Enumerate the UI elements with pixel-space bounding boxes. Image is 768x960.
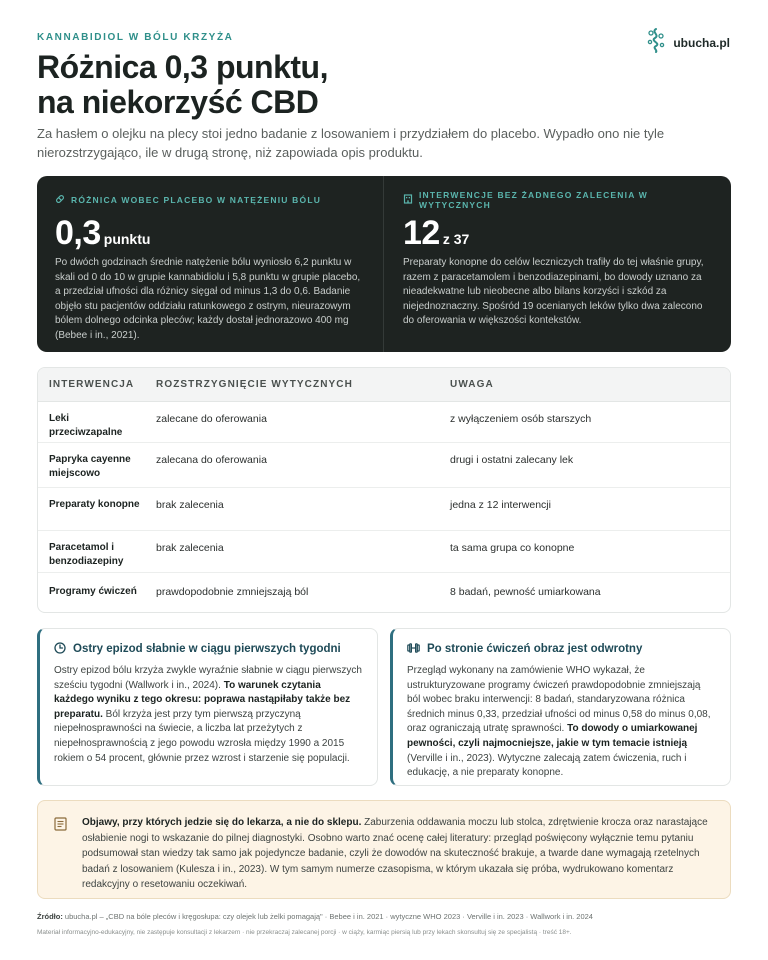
disclaimer: Materiał informacyjno-edukacyjny, nie zastępuje konsultacji z lekarzem · nie przekraczaj zalecanej porcji · w ciąży, karmiąc piersią lub przy lekach skonsultuj się ze specjalistą · treść 18+.: [37, 929, 572, 936]
table-cell-verdict: zalecane do oferowania: [145, 401, 439, 442]
table-row: [38, 442, 730, 487]
table-cell-note: 8 badań, pewność umiarkowana: [450, 585, 601, 598]
stat-description: Po dwóch godzinach średnie natężenie bólu wyniosło 6,2 punktu w skali od 0 do 10 w grupie kannabidiolu i 5,8 punktu w grupie placebo, a przedział ufności dla różnicy sięgał od minus 1,3 do 0,6. Badanie objęło stu pacjentów oddziału ratunkowego z ostrym, nieurazowym bólem dolnego odcinka pleców; każdy dostał jednorazowo 400 mg (Bebee i in., 2021).: [55, 257, 361, 341]
table-row: [38, 572, 730, 612]
column-header: INTERWENCJA: [38, 368, 145, 401]
ubucha-logo-icon: [645, 27, 667, 58]
document-icon: [54, 817, 67, 836]
stat-label: RÓŻNICA WOBEC PLACEBO W NATĘŻENIU BÓLU: [71, 195, 322, 205]
source-line: Źródło: ubucha.pl – „CBD na bóle pleców i kręgosłupa: czy olejek lub żelki pomagają" · Bebee i in. 2021 · wytyczne WHO 2023 · Verville i in. 2023 · Wallwork i in. 2024: [37, 912, 593, 921]
page-title: [37, 50, 637, 120]
stat-no-recommendation: [383, 176, 731, 352]
table-cell-intervention: Papryka cayenne miejscowo: [38, 442, 145, 487]
stat-description: Preparaty konopne do celów leczniczych trafiły do tej właśnie grupy, razem z paracetamolem i benzodiazepinami, bo dowody uznano za nieadekwatne lub nieobecne albo bilans korzyści i szkód za niejednoznaczny. Spośród 19 ocenianych leków tylko dwa zalecono do oferowania w większości kontekstów.: [403, 257, 704, 327]
card-body: Ostry epizod bólu krzyża zwykle wyraźnie słabnie w ciągu pierwszych sześciu tygodni (Wallwork i in., 2024). To warunek czytania każdego wyniku z tego okresu: poprawa nastąpiłaby także bez preparatu. Ból krzyża jest przy tym pierwszą przyczyną niepełnosprawności na świecie, a liczba lat przeżytych z niepełnosprawnością z jego powodu wzrosła między 1990 a 2015 rokiem o 54 procent, głównie przez wzrost i starzenie się populacji.: [54, 665, 362, 764]
building-icon: [403, 194, 413, 206]
clock-icon: [54, 642, 66, 657]
stat-unit: punktu: [103, 231, 151, 247]
note-text: Objawy, przy których jedzie się do lekarza, a nie do sklepu. Zaburzenia oddawania moczu lub stolca, zdrętwienie krocza oraz narastające osłabienie nogi to wskazanie do pilnej diagnostyki. Osobno warto znać ocenę całej literatury: przegląd poświęcony wyłącznie temu pytaniu podsumował stan wiedzy tak samo jak pojedyncze badanie, czyli że dowodów na skuteczność brakuje, a twarde dane wymagają rzetelnych badań z losowaniem (Kulesza i in., 2023). W tym samym numerze czasopisma, w którym ukazała się próba, wydrukowano komentarz redakcyjny o resetowaniu oczekiwań.: [82, 817, 708, 891]
stat-label: INTERWENCJE BEZ ŻADNEGO ZALECENIA W WYTYCZNYCH: [419, 190, 649, 210]
table-cell-note: jedna z 12 interwencji: [439, 487, 730, 530]
card-emphasis: To dowody o umiarkowanej pewności, czyli najmocniejsze, jakie w tym temacie istnieją: [407, 723, 698, 749]
guidelines-table: [37, 367, 731, 613]
stats-panel: [37, 176, 731, 352]
table-cell-intervention: Programy ćwiczeń: [49, 585, 137, 597]
eyebrow-label: KANNABIDIOL W BÓLU KRZYŻA: [37, 32, 234, 43]
table-row: [38, 401, 730, 442]
table-cell-verdict: brak zalecenia: [145, 530, 439, 572]
column-header: ROZSTRZYGNIĘCIE WYTYCZNYCH: [145, 368, 439, 401]
table-cell-note: drugi i ostatni zalecany lek: [439, 442, 730, 487]
column-header: UWAGA: [439, 368, 730, 401]
stat-value: 12: [403, 214, 440, 252]
stat-unit: z 37: [442, 231, 470, 247]
pill-icon: [55, 194, 65, 206]
card-title: Po stronie ćwiczeń obraz jest odwrotny: [427, 643, 643, 655]
table-row: [38, 530, 730, 572]
card-body: Przegląd wykonany na zamówienie WHO wykazał, że ustrukturyzowane programy ćwiczeń prawdopodobnie zmniejszają ból wobec braku interwencji: 8 badań, standaryzowana różnica średnich minus 0,33, przedział ufności od minus 0,58 do minus 0,08, oraz ograniczają utratę sprawności. To dowody o umiarkowanej pewności, czyli najmocniejsze, jakie w tym temacie istnieją (Verville i in., 2023). Wytyczne zalecają zatem ćwiczenia, ruch i edukację, a nie preparaty konopne.: [407, 665, 711, 779]
title-line-2: na niekorzyść CBD: [37, 84, 319, 120]
stat-value: 0,3: [55, 214, 101, 252]
card-exercise-evidence: [390, 628, 731, 786]
lead-paragraph: Za hasłem o olejku na plecy stoi jedno badanie z losowaniem i przydziałem do placebo. Wypadło ono nie tyle nierozstrzygająco, ile w drugą stronę, niż zapowiada opis produktu.: [37, 126, 665, 160]
note-emphasis: Objawy, przy których jedzie się do lekarza, a nie do sklepu.: [82, 817, 362, 828]
dumbbell-icon: [407, 642, 420, 657]
card-acute-episode: [37, 628, 378, 786]
table-row: [38, 487, 730, 530]
brand-logo[interactable]: [645, 27, 730, 58]
table-cell-verdict: prawdopodobnie zmniejszają ból: [156, 585, 309, 598]
brand-name: ubucha.pl: [673, 35, 730, 50]
card-title: Ostry epizod słabnie w ciągu pierwszych tygodni: [73, 643, 341, 655]
table-cell-note: z wyłączeniem osób starszych: [439, 401, 730, 442]
card-emphasis: To warunek czytania każdego wyniku z tego okresu: poprawa nastąpiłaby także bez preparatu.: [54, 679, 351, 720]
table-cell-intervention: Leki przeciwzapalne: [38, 401, 145, 442]
table-cell-note: ta sama grupa co konopne: [439, 530, 730, 572]
table-cell-verdict: zalecana do oferowania: [145, 442, 439, 487]
title-line-1: Różnica 0,3 punktu,: [37, 49, 328, 85]
table-cell-intervention: Preparaty konopne: [38, 487, 145, 530]
table-cell-intervention: Paracetamol i benzodiazepiny: [38, 530, 145, 572]
warning-note: [37, 800, 731, 899]
source-label: Źródło:: [37, 912, 63, 921]
table-header-row: [38, 368, 730, 401]
stat-placebo-difference: [37, 176, 383, 352]
table-cell-verdict: brak zalecenia: [145, 487, 439, 530]
